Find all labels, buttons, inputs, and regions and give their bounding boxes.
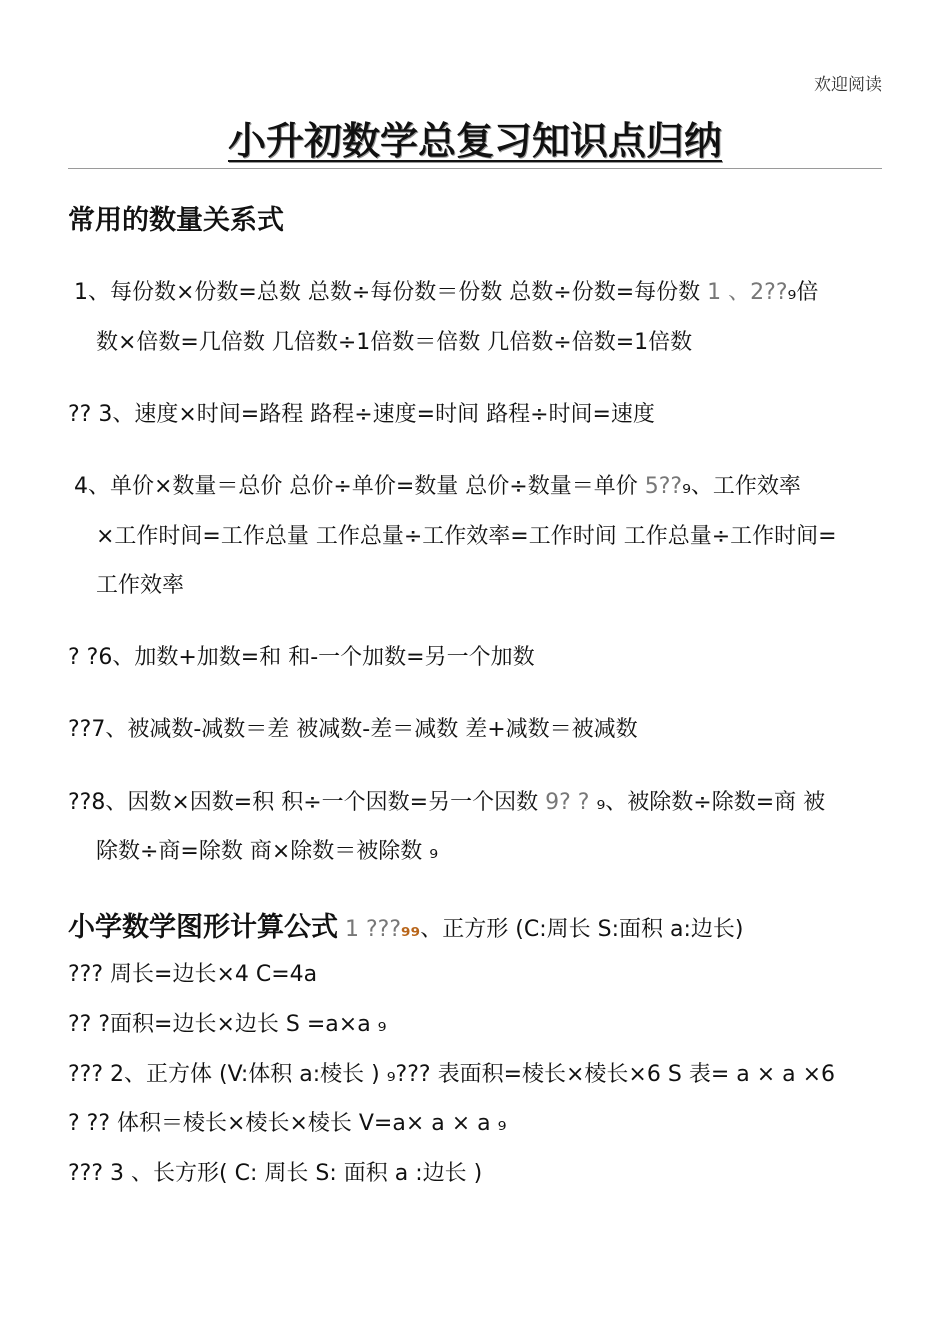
section-heading-geometry-rest: 、正方形 (C:周长 S:面积 a:边长)	[420, 917, 744, 942]
geometry-line-3: ??? 2、正方体 (V:体积 a:棱长 ) ₉??? 表面积=棱长×棱长×6 S 表= a × a ×6	[68, 1062, 836, 1087]
formula-line-4-text: 4、单价×数量＝总价 总价÷单价=数量 总价÷数量＝单价	[74, 474, 638, 499]
formula-line-1-tail: ₉倍	[787, 280, 819, 305]
section-heading-geometry-gray: 1 ???	[338, 917, 402, 942]
formula-line-1-gray: 1 、2??	[700, 280, 788, 305]
formula-line-9-text: ??8、因数×因数=积 积÷一个因数=另一个因数	[68, 790, 539, 815]
formula-line-4	[74, 469, 801, 500]
document-title: 小升初数学总复习知识点归纳	[227, 119, 722, 163]
header-note: 欢迎阅读	[814, 75, 882, 95]
geometry-line-1: ??? 周长=边长×4 C=4a	[68, 962, 318, 987]
formula-line-9	[68, 785, 825, 816]
geometry-line-2: ?? ?面积=边长×边长 S =a×a ₉	[68, 1012, 387, 1037]
geometry-line-5: ??? 3 、长方形( C: 周长 S: 面积 a :边长 )	[68, 1161, 483, 1186]
formula-line-9-tail: ₉、被除数÷除数=商 被	[596, 790, 826, 815]
section-heading-geometry	[68, 905, 744, 944]
formula-line-5: ×工作时间=工作总量 工作总量÷工作效率=工作时间 工作总量÷工作时间=	[96, 524, 837, 549]
section-heading-quantity-relations: 常用的数量关系式	[68, 205, 284, 236]
formula-line-2: 数×倍数=几倍数 几倍数÷1倍数＝倍数 几倍数÷倍数=1倍数	[96, 330, 693, 355]
formula-line-1	[74, 275, 818, 306]
title-divider	[68, 168, 882, 169]
formula-line-4-tail: ₉、工作效率	[682, 474, 801, 499]
formula-line-9-gray: 9? ?	[538, 790, 597, 815]
geometry-line-4: ? ?? 体积＝棱长×棱长×棱长 V=a× a × a ₉	[68, 1111, 507, 1136]
section-heading-geometry-text: 小学数学图形计算公式	[68, 912, 338, 943]
formula-line-4-gray: 5??	[637, 474, 683, 499]
formula-line-6: 工作效率	[96, 573, 185, 598]
formula-line-8: ??7、被减数-减数＝差 被减数-差＝减数 差+减数＝被减数	[68, 717, 638, 742]
formula-line-1-text: 1、每份数×份数=总数 总数÷每份数＝份数 总数÷份数=每份数	[74, 280, 701, 305]
formula-line-3: ?? 3、速度×时间=路程 路程÷速度=时间 路程÷时间=速度	[68, 402, 655, 427]
formula-line-10: 除数÷商=除数 商×除数＝被除数 ₉	[96, 839, 439, 864]
formula-line-7: ? ?6、加数+加数=和 和-一个加数=另一个加数	[68, 645, 535, 670]
section-heading-geometry-accent: ₉₉	[401, 917, 421, 942]
